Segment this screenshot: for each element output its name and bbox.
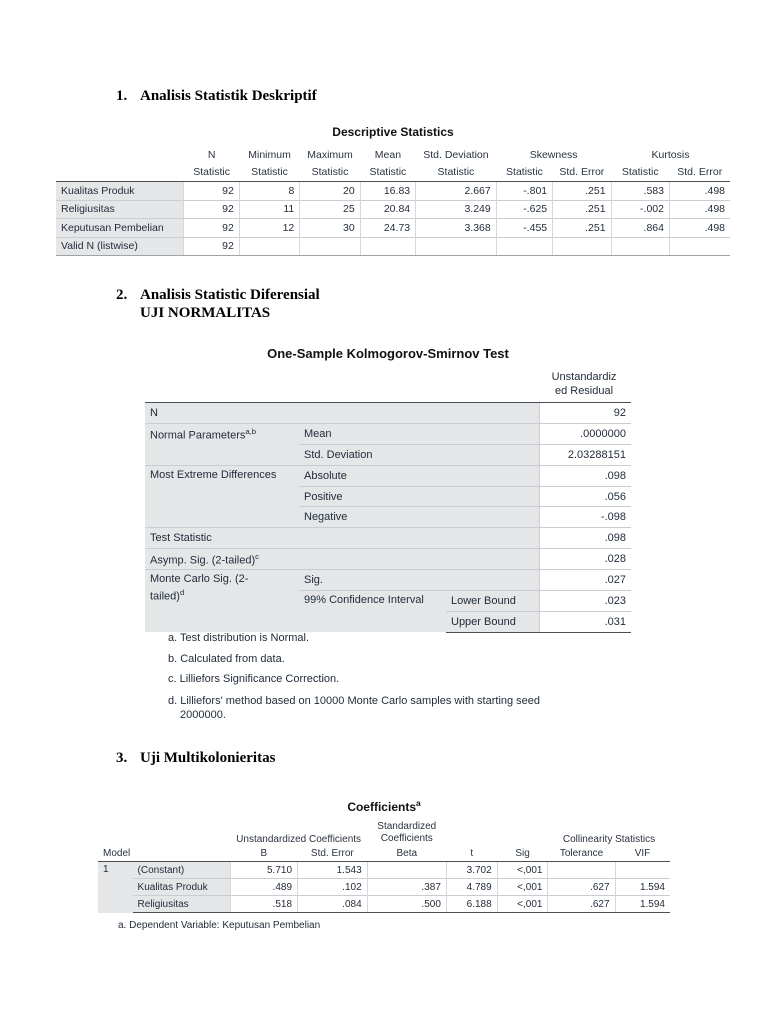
footnote-c: c. Lilliefors Significance Correction. — [168, 673, 340, 685]
row-label: Kualitas Produk — [56, 182, 184, 201]
table-cell — [611, 237, 669, 256]
table-cell — [669, 237, 730, 256]
section-3-title: Uji Multikolonieritas — [140, 750, 276, 766]
model-number: 1 — [98, 862, 133, 913]
negative-label: Negative — [299, 507, 539, 528]
header-std-error: Std. Error — [298, 845, 368, 862]
table-cell: 24.73 — [360, 219, 415, 238]
section-2-title: Analisis Statistic Diferensial — [140, 287, 320, 303]
table-row — [56, 200, 730, 219]
mean-value: .0000000 — [539, 423, 631, 444]
table-cell: .102 — [298, 879, 368, 896]
table-cell: 2.667 — [416, 182, 497, 201]
header-t: t — [446, 845, 497, 862]
asymp-sig-footnote: c — [255, 551, 259, 561]
table-cell: .500 — [367, 896, 446, 913]
subheader-cell: Statistic — [300, 164, 360, 182]
table-cell: 92 — [184, 182, 239, 201]
header-tolerance: Tolerance — [548, 845, 615, 862]
ks-footnotes — [168, 628, 540, 722]
absolute-label: Absolute — [299, 465, 539, 486]
header-b: B — [230, 845, 297, 862]
monte-carlo-label — [145, 570, 299, 633]
table-cell: .251 — [553, 200, 611, 219]
section-3-heading — [116, 750, 275, 767]
normal-parameters-footnote: a,b — [245, 426, 257, 436]
row-label: Valid N (listwise) — [56, 237, 184, 256]
table-cell — [300, 237, 360, 256]
coefficients-footnote: a. Dependent Variable: Keputusan Pembelian — [118, 920, 321, 931]
table-cell: .387 — [367, 879, 446, 896]
table-cell: 4.789 — [446, 879, 497, 896]
table-cell: .498 — [669, 219, 730, 238]
table-cell: .498 — [669, 200, 730, 219]
lower-bound-value: .023 — [539, 591, 631, 612]
table-cell: 11 — [239, 200, 299, 219]
table-cell: .627 — [548, 896, 615, 913]
section-1-number: 1. — [116, 88, 128, 104]
header-n: N — [207, 148, 216, 161]
descriptive-header-groups — [56, 146, 730, 164]
table-cell: 1.594 — [615, 896, 670, 913]
coefficients-title-footnote: a — [416, 798, 421, 808]
header-kurtosis: Kurtosis — [651, 148, 690, 161]
table-cell: 92 — [184, 200, 239, 219]
row-label: Religiusitas — [56, 200, 184, 219]
subheader-cell: Statistic — [360, 164, 415, 182]
header-minimum: Minimum — [248, 148, 291, 161]
sig-value: .027 — [539, 570, 631, 591]
header-skewness: Skewness — [529, 148, 578, 161]
table-cell: 3.249 — [416, 200, 497, 219]
header-vif: VIF — [615, 845, 670, 862]
table-cell: 5.710 — [230, 862, 297, 879]
header-collinearity: Collinearity Statistics — [562, 834, 656, 845]
coefficients-table — [98, 821, 670, 913]
n-value: 92 — [539, 403, 631, 424]
table-cell: .251 — [553, 182, 611, 201]
footnote-d-continued: 2000000. — [180, 708, 226, 721]
table-cell: 3.702 — [446, 862, 497, 879]
section-1-title: Analisis Statistik Deskriptif — [140, 88, 317, 104]
section-2-heading — [116, 286, 320, 322]
n-label: N — [145, 403, 539, 424]
table-cell: .498 — [669, 182, 730, 201]
normal-parameters-label — [145, 423, 299, 465]
header-mean: Mean — [374, 148, 402, 161]
table-cell — [548, 862, 615, 879]
asymp-sig-label — [145, 549, 539, 570]
absolute-value: .098 — [539, 465, 631, 486]
footnote-b: b. Calculated from data. — [168, 652, 285, 665]
table-cell — [496, 237, 552, 256]
section-1-heading — [116, 88, 317, 105]
normal-parameters-text: Normal Parameters — [150, 429, 246, 442]
table-row — [56, 182, 730, 201]
table-cell: <,001 — [497, 862, 548, 879]
table-cell: 20.84 — [360, 200, 415, 219]
ks-column-header: Unstandardiz ed Residual — [551, 371, 617, 397]
subheader-cell: Statistic — [611, 164, 669, 182]
table-cell: .583 — [611, 182, 669, 201]
monte-carlo-text: Monte Carlo Sig. (2- tailed) — [150, 573, 249, 603]
test-statistic-label: Test Statistic — [145, 528, 539, 549]
header-standardized: Standardized Coefficients — [377, 821, 437, 844]
section-2-subtitle: UJI NORMALITAS — [140, 305, 271, 321]
table-cell: -.455 — [496, 219, 552, 238]
table-cell: 92 — [184, 219, 239, 238]
table-cell: .084 — [298, 896, 368, 913]
std-deviation-label: Std. Deviation — [299, 444, 539, 465]
table-cell: 20 — [300, 182, 360, 201]
row-label: Keputusan Pembelian — [56, 219, 184, 238]
row-label: Kualitas Produk — [133, 879, 231, 896]
header-sig: Sig — [497, 845, 548, 862]
table-cell: 16.83 — [360, 182, 415, 201]
table-cell: -.801 — [496, 182, 552, 201]
subheader-cell: Statistic — [496, 164, 552, 182]
descriptive-table-title: Descriptive Statistics — [332, 125, 454, 139]
descriptive-header-sub — [56, 164, 730, 182]
header-std-deviation: Std. Deviation — [423, 148, 489, 161]
footnote-d: d. Lilliefors' method based on 10000 Monte Carlo samples with starting seed — [168, 694, 541, 707]
row-label: Religiusitas — [133, 896, 231, 913]
table-cell: <,001 — [497, 879, 548, 896]
table-cell: 1.594 — [615, 879, 670, 896]
mean-label: Mean — [299, 423, 539, 444]
positive-label: Positive — [299, 486, 539, 507]
header-beta: Beta — [367, 845, 446, 862]
table-cell — [367, 862, 446, 879]
row-label: (Constant) — [133, 862, 231, 879]
table-cell: -.625 — [496, 200, 552, 219]
table-cell: 12 — [239, 219, 299, 238]
table-cell: 30 — [300, 219, 360, 238]
table-cell: 1.543 — [298, 862, 368, 879]
table-cell: .489 — [230, 879, 297, 896]
section-3-number: 3. — [116, 750, 128, 766]
table-cell: <,001 — [497, 896, 548, 913]
coefficients-title-text: Coefficients — [347, 800, 416, 814]
lower-bound-label: Lower Bound — [446, 591, 539, 612]
std-deviation-value: 2.03288151 — [539, 444, 631, 465]
table-cell — [553, 237, 611, 256]
table-cell: .518 — [230, 896, 297, 913]
ks-table-title: One-Sample Kolmogorov-Smirnov Test — [267, 346, 509, 361]
subheader-cell: Std. Error — [553, 164, 611, 182]
ks-test-table — [145, 402, 631, 633]
table-cell — [360, 237, 415, 256]
negative-value: -.098 — [539, 507, 631, 528]
table-cell — [615, 862, 670, 879]
table-cell: -.002 — [611, 200, 669, 219]
table-cell: 92 — [184, 237, 239, 256]
sig-label: Sig. — [299, 570, 539, 591]
most-extreme-differences-label: Most Extreme Differences — [145, 465, 299, 528]
coefficients-table-title — [98, 798, 670, 814]
table-cell: .251 — [553, 219, 611, 238]
footnote-a: a. Test distribution is Normal. — [168, 632, 310, 644]
subheader-cell: Statistic — [239, 164, 299, 182]
subheader-cell: Statistic — [184, 164, 239, 182]
table-cell: .627 — [548, 879, 615, 896]
upper-bound-label: Upper Bound — [446, 611, 539, 632]
confidence-interval-label: 99% Confidence Interval — [299, 591, 446, 633]
subheader-cell: Statistic — [416, 164, 497, 182]
section-2-number: 2. — [116, 287, 128, 303]
table-row — [56, 219, 730, 238]
table-cell: 3.368 — [416, 219, 497, 238]
monte-carlo-footnote: d — [179, 588, 185, 598]
positive-value: .056 — [539, 486, 631, 507]
table-cell: 6.188 — [446, 896, 497, 913]
subheader-cell: Std. Error — [669, 164, 730, 182]
descriptive-statistics-table — [56, 146, 730, 256]
table-cell: 8 — [239, 182, 299, 201]
table-cell — [239, 237, 299, 256]
header-model: Model — [98, 845, 230, 862]
table-cell: 25 — [300, 200, 360, 219]
test-statistic-value: .098 — [539, 528, 631, 549]
upper-bound-value: .031 — [539, 611, 631, 632]
header-unstandardized: Unstandardized Coefficients — [236, 834, 362, 845]
table-cell: .864 — [611, 219, 669, 238]
table-cell — [416, 237, 497, 256]
asymp-sig-text: Asymp. Sig. (2-tailed) — [150, 554, 256, 567]
header-maximum: Maximum — [307, 148, 353, 161]
table-row — [56, 237, 730, 256]
asymp-sig-value: .028 — [539, 549, 631, 570]
